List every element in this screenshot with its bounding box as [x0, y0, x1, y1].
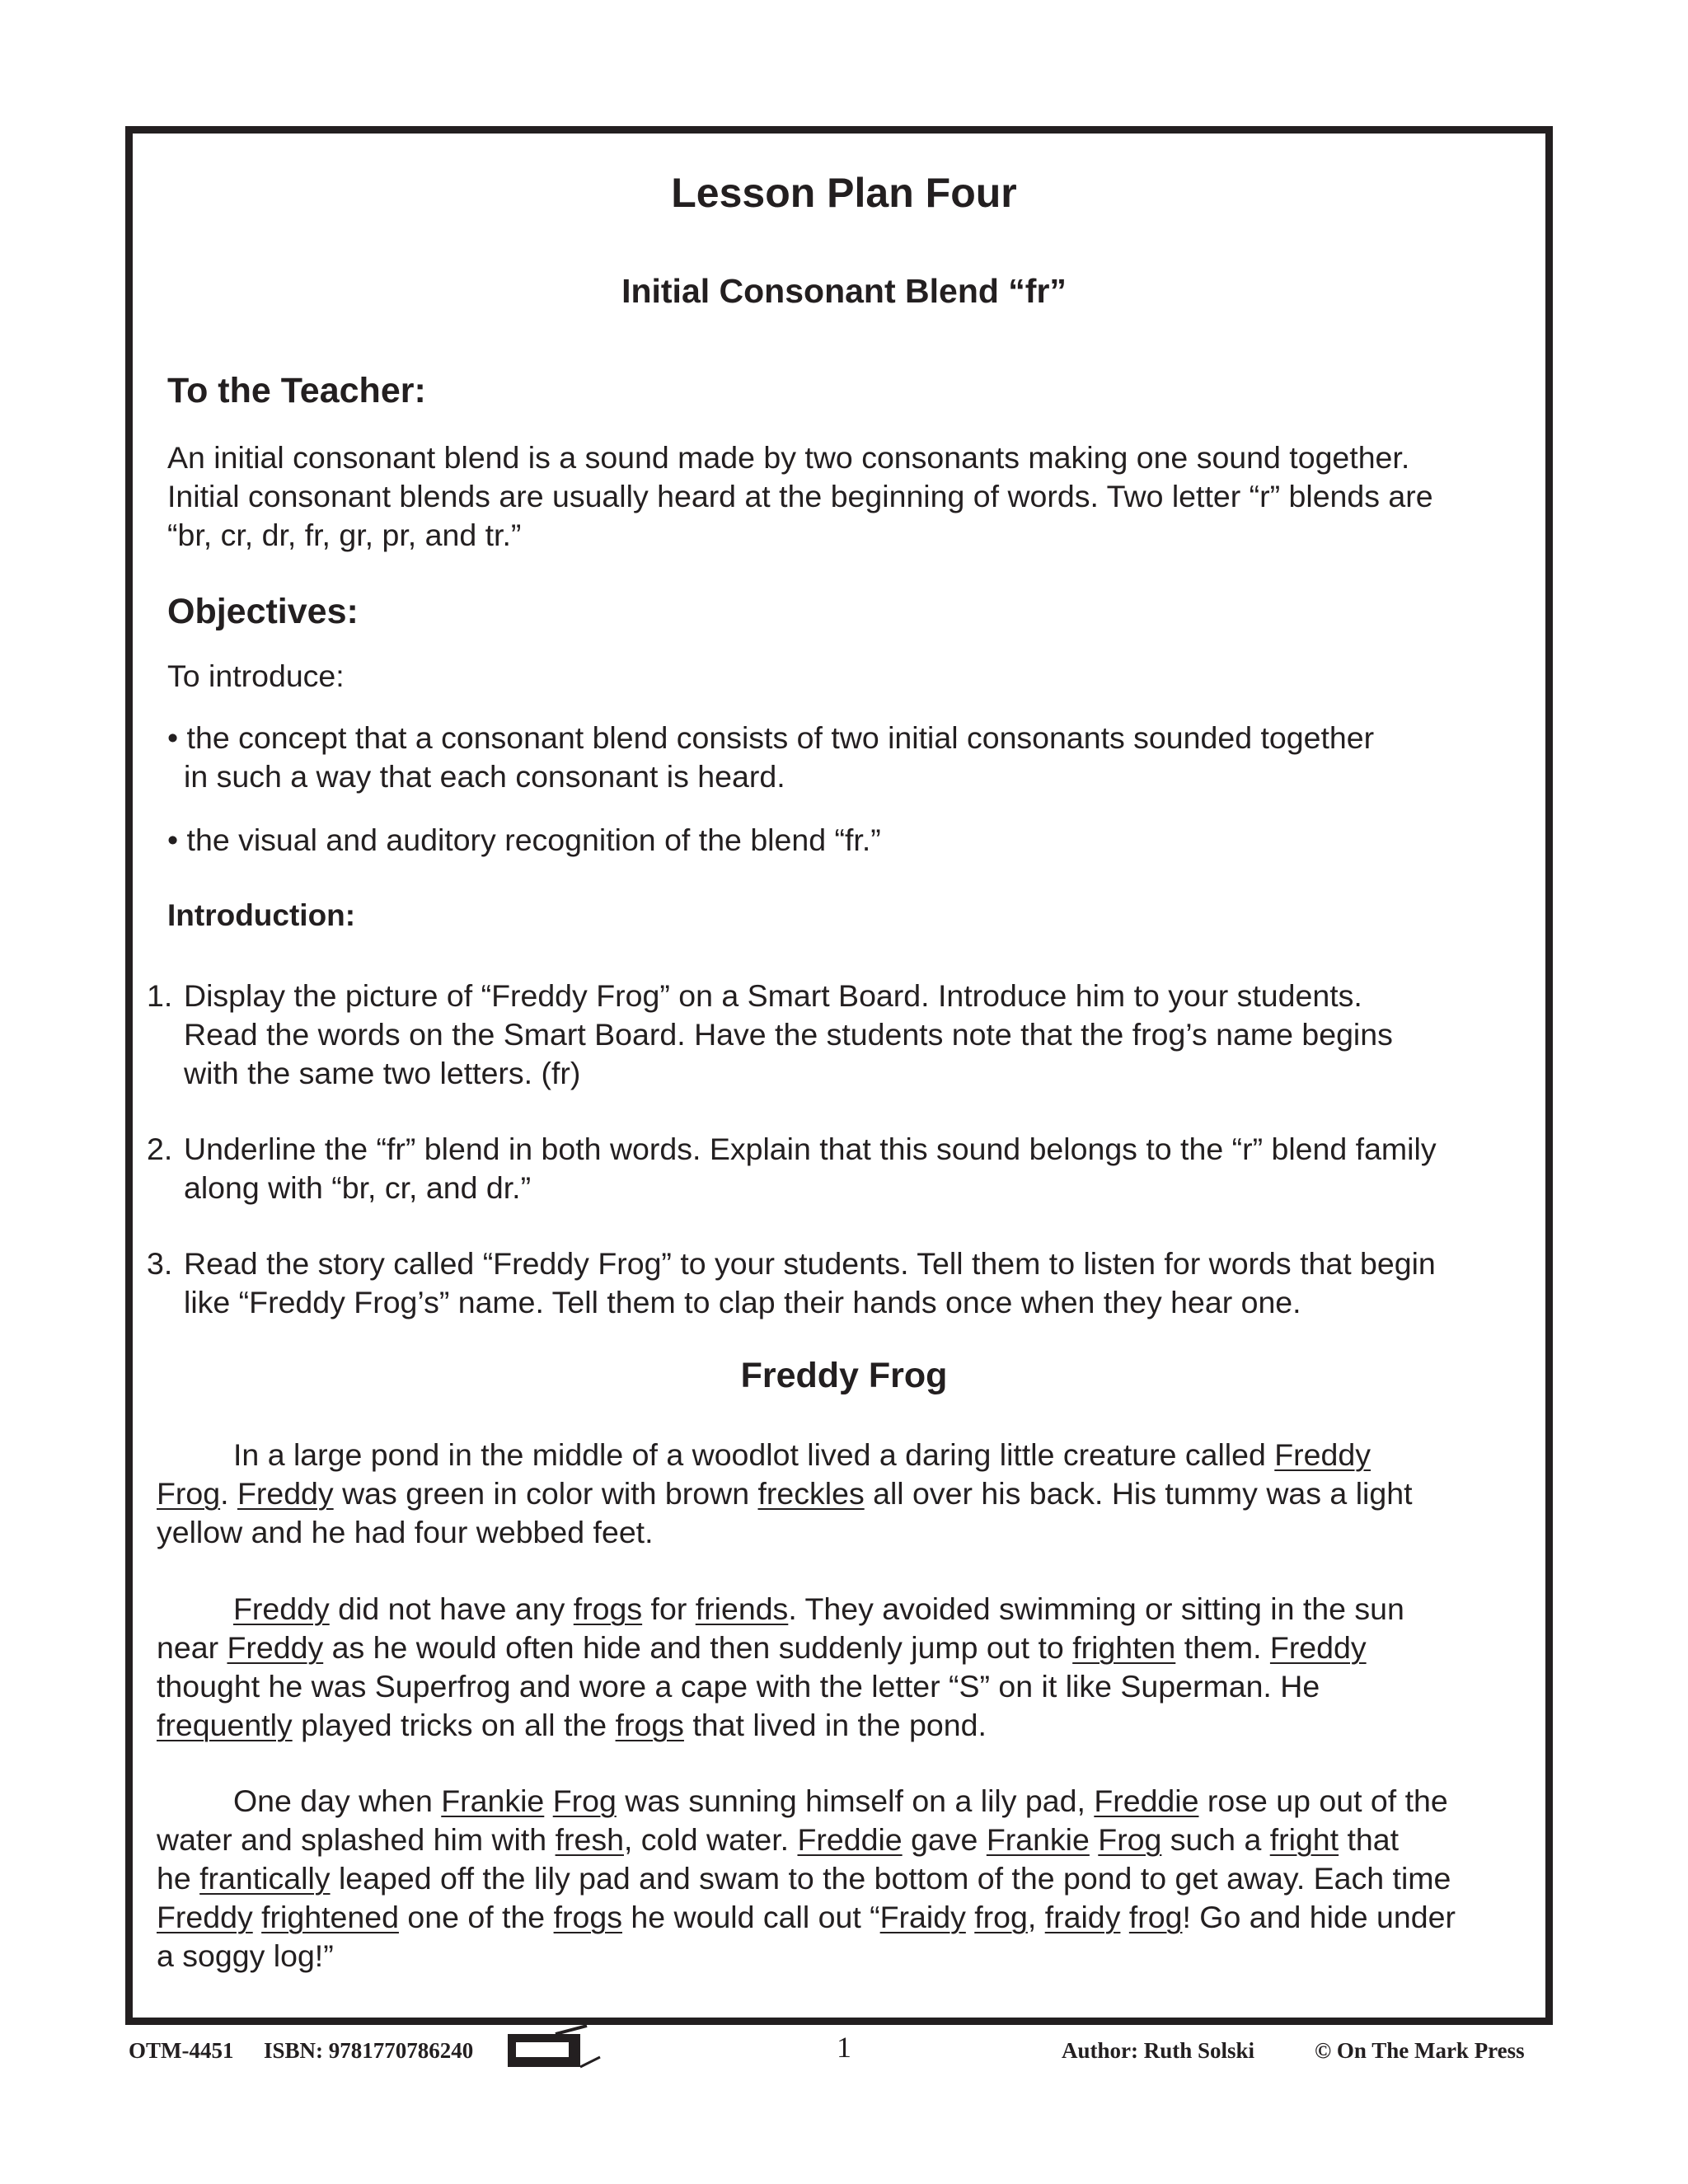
fr-word: frog — [1128, 1900, 1183, 1934]
story-paragraph-3 — [157, 1782, 1558, 1975]
story-text: was green in color with brown — [333, 1476, 758, 1511]
fr-word: Frankie — [986, 1822, 1090, 1857]
fr-word: Frog — [157, 1476, 221, 1511]
story-text: yellow and he had four webbed feet. — [157, 1515, 654, 1549]
story-text: did not have any — [329, 1591, 574, 1626]
page-subtitle: Initial Consonant Blend “fr” — [621, 272, 1067, 310]
fr-word: Frog — [1098, 1822, 1162, 1857]
fr-word: Freddy — [237, 1476, 334, 1511]
fr-word: Freddy — [233, 1591, 330, 1626]
story-text: near — [157, 1630, 227, 1665]
story-text — [1090, 1822, 1098, 1857]
story-text: ! Go and hide under — [1182, 1900, 1456, 1934]
story-text: One day when — [233, 1783, 442, 1818]
fr-word: fraidy — [1044, 1900, 1121, 1934]
fr-word: frantically — [199, 1861, 331, 1896]
story-text: water and splashed him with — [157, 1822, 556, 1857]
step-1-number: 1. — [147, 978, 173, 1013]
step-3-line-1: Read the story called “Freddy Frog” to your students. Tell them to listen for words that begin — [184, 1246, 1436, 1281]
story-text: such a — [1161, 1822, 1270, 1857]
fr-word: frightened — [261, 1900, 399, 1934]
story-paragraph-1 — [157, 1436, 1558, 1552]
footer-code: OTM-4451 — [129, 2038, 234, 2063]
story-text — [1120, 1900, 1128, 1934]
step-2-number: 2. — [147, 1132, 173, 1166]
fr-word: Frankie — [441, 1783, 545, 1818]
fr-word: Freddy — [1274, 1437, 1371, 1472]
objectives-intro: To introduce: — [167, 658, 345, 693]
story-paragraph-2 — [157, 1590, 1558, 1745]
story-text: a soggy log!” — [157, 1938, 334, 1973]
teacher-heading: To the Teacher: — [167, 371, 426, 410]
story-text: as he would often hide and then suddenly jump out to — [323, 1630, 1073, 1665]
story-text — [253, 1900, 261, 1934]
story-text — [544, 1783, 552, 1818]
story-text: . They avoided swimming or sitting in the sun — [788, 1591, 1404, 1626]
fr-word: fright — [1269, 1822, 1339, 1857]
teacher-line-3: “br, cr, dr, fr, gr, pr, and tr.” — [167, 518, 522, 552]
objective-bullet-1-line-2: in such a way that each consonant is heard. — [184, 759, 785, 794]
fr-word: Freddy — [1269, 1630, 1367, 1665]
step-1-line-2: Read the words on the Smart Board. Have the students note that the frog’s name begins — [184, 1017, 1393, 1052]
fr-word: Freddie — [1094, 1783, 1199, 1818]
step-1-line-1: Display the picture of “Freddy Frog” on a Smart Board. Introduce him to your students. — [184, 978, 1362, 1013]
fr-word: frequently — [157, 1708, 293, 1742]
story-text: for — [642, 1591, 696, 1626]
story-text: , — [1027, 1900, 1045, 1934]
fr-word: Freddie — [797, 1822, 903, 1857]
page-number: 1 — [837, 2031, 851, 2064]
step-2-line-1: Underline the “fr” blend in both words. Explain that this sound belongs to the “r” blend family — [184, 1132, 1437, 1166]
fr-word: frogs — [573, 1591, 643, 1626]
story-text: them. — [1175, 1630, 1270, 1665]
step-3-number: 3. — [147, 1246, 173, 1281]
objective-bullet-1-line-1: • the concept that a consonant blend consists of two initial consonants sounded together — [167, 720, 1375, 755]
story-text: he — [157, 1861, 200, 1896]
fr-word: friends — [695, 1591, 789, 1626]
story-text: he would call out “ — [621, 1900, 880, 1934]
fr-word: Freddy — [157, 1900, 253, 1934]
objective-bullet-2: • the visual and auditory recognition of the blend “fr.” — [167, 823, 881, 857]
story-text: thought he was Superfrog and wore a cape with the letter “S” on it like Superman. He — [157, 1669, 1320, 1704]
story-text — [966, 1900, 974, 1934]
story-text: gave — [902, 1822, 987, 1857]
fr-word: frighten — [1072, 1630, 1176, 1665]
teacher-line-1: An initial consonant blend is a sound made by two consonants making one sound together. — [167, 440, 1410, 475]
story-text: . — [220, 1476, 237, 1511]
footer-isbn: ISBN: 9781770786240 — [264, 2038, 474, 2063]
step-1-line-3: with the same two letters. (fr) — [184, 1056, 581, 1090]
fr-word: Frog — [552, 1783, 617, 1818]
teacher-line-2: Initial consonant blends are usually heard at the beginning of words. Two letter “r” blends are — [167, 479, 1433, 513]
fr-word: Fraidy — [879, 1900, 966, 1934]
fr-word: fresh — [555, 1822, 624, 1857]
page-title: Lesson Plan Four — [671, 170, 1017, 216]
story-text: rose up out of the — [1198, 1783, 1448, 1818]
fr-word: Freddy — [227, 1630, 324, 1665]
footer-publisher: © On The Mark Press — [1315, 2038, 1525, 2063]
story-text: all over his back. His tummy was a light — [864, 1476, 1413, 1511]
step-3-line-2: like “Freddy Frog’s” name. Tell them to clap their hands once when they hear one. — [184, 1285, 1301, 1319]
story-text: one of the — [398, 1900, 554, 1934]
story-title: Freddy Frog — [740, 1356, 948, 1395]
story-text: , cold water. — [623, 1822, 798, 1857]
fr-word: frogs — [615, 1708, 684, 1742]
introduction-heading: Introduction: — [167, 898, 356, 932]
story-text: played tricks on all the — [292, 1708, 616, 1742]
projector-icon — [504, 2024, 603, 2074]
story-text: was sunning himself on a lily pad, — [616, 1783, 1095, 1818]
objectives-heading: Objectives: — [167, 592, 359, 631]
step-2-line-2: along with “br, cr, and dr.” — [184, 1170, 532, 1205]
footer-author: Author: Ruth Solski — [1062, 2038, 1255, 2063]
story-text: leaped off the lily pad and swam to the bottom of the pond to get away. Each time — [330, 1861, 1451, 1896]
fr-word: frog — [974, 1900, 1028, 1934]
story-text: that lived in the pond. — [683, 1708, 987, 1742]
fr-word: frogs — [553, 1900, 622, 1934]
fr-word: freckles — [757, 1476, 865, 1511]
story-text: In a large pond in the middle of a woodlot lived a daring little creature called — [233, 1437, 1275, 1472]
story-text: that — [1339, 1822, 1400, 1857]
